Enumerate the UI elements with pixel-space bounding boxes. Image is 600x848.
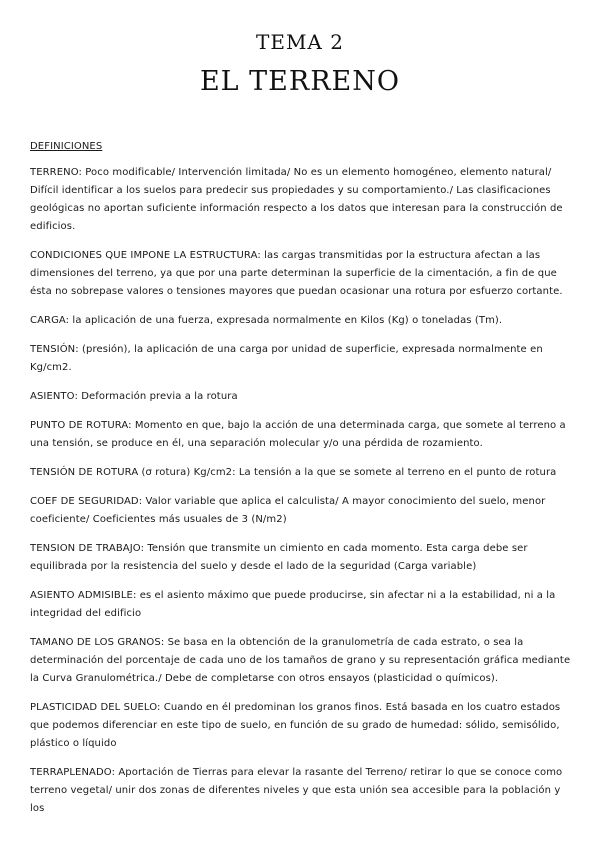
document-body: [30, 138, 572, 829]
section-heading: DEFINICIONES: [30, 141, 103, 152]
definition-text: Momento en que, bajo la acción de una determinada carga, que somete al terreno a una tensión, se produce en él, una separación molecular y/o una pérdida de rozamiento.: [30, 420, 566, 449]
definition-tension-de-trabajo: [30, 540, 572, 576]
definition-term: TERRENO:: [30, 167, 82, 178]
definition-text: Poco modificable/ Intervención limitada/ No es un elemento homogéneo, elemento natural/ Difícil identificar a los suelos para predecir sus propiedades y su comportamiento./ Las clasificaciones geológicas no aportan suficiente información respecto a los datos que interesan para la construcción de edificios.: [30, 167, 563, 232]
definition-term: PUNTO DE ROTURA:: [30, 420, 132, 431]
definition-term: CARGA:: [30, 315, 70, 326]
definition-term: TERRAPLENADO:: [30, 767, 116, 778]
definition-term: PLASTICIDAD DEL SUELO:: [30, 702, 161, 713]
definition-text: Valor variable que aplica el calculista/ A mayor conocimiento del suelo, menor coeficiente/ Coeficientes más usuales de 3 (N/m2): [30, 496, 546, 525]
definition-text: La tensión a la que se somete al terreno en el punto de rotura: [235, 467, 557, 478]
definition-carga: [30, 312, 572, 330]
definition-text: Aportación de Tierras para elevar la rasante del Terreno/ retirar lo que se conoce como terreno vegetal/ unir dos zonas de diferentes niveles y que esta unión sea accesible para la población y los: [30, 767, 563, 814]
definition-term: TENSIÓN DE ROTURA (σ rotura) Kg/cm2:: [30, 467, 236, 478]
definition-term: ASIENTO ADMISIBLE:: [30, 590, 137, 601]
definition-term: CONDICIONES QUE IMPONE LA ESTRUCTURA:: [30, 250, 261, 261]
definition-coef-de-seguridad: [30, 493, 572, 529]
definition-tension: [30, 341, 572, 377]
definition-term: TAMANO DE LOS GRANOS:: [30, 637, 165, 648]
page-title: EL TERRENO: [199, 66, 401, 97]
definition-asiento: [30, 388, 572, 406]
definition-text: Se basa en la obtención de la granulometría de cada estrato, o sea la determinación del porcentaje de cada uno de los tamaños de grano y su representación gráfica mediante la Curva Granulométrica./ Debe de completarse con otros ensayos (plasticidad o químicos).: [30, 637, 571, 684]
definition-term: ASIENTO:: [30, 391, 78, 402]
definition-plasticidad-del-suelo: [30, 699, 572, 753]
definition-terreno: [30, 164, 572, 236]
topic-heading: TEMA 2: [256, 30, 344, 54]
definition-text: Deformación previa a la rotura: [77, 391, 238, 402]
definition-condiciones: [30, 247, 572, 301]
definition-text: (presión), la aplicación de una carga por unidad de superficie, expresada normalmente en Kg/cm2.: [30, 344, 543, 373]
definition-text: Cuando en él predominan los granos finos. Está basada en los cuatro estados que podemos diferenciar en este tipo de suelo, en función de su grado de humedad: sólido, semisólido, plástico o líquido: [30, 702, 561, 749]
definition-text: las cargas transmitidas por la estructura afectan a las dimensiones del terreno, ya que por una parte determinan la superficie de la cimentación, a fin de que ésta no sobrepase valores o tensiones mayores que puedan ocasionar una rotura por esfuerzo cortante.: [30, 250, 563, 297]
definition-text: es el asiento máximo que puede producirse, sin afectar ni a la estabilidad, ni a la integridad del edificio: [30, 590, 556, 619]
definition-tension-de-rotura: [30, 464, 572, 482]
definition-term: TENSION DE TRABAJO:: [30, 543, 145, 554]
definition-tamano-de-los-granos: [30, 634, 572, 688]
definition-text: la aplicación de una fuerza, expresada normalmente en Kilos (Kg) o toneladas (Tm).: [69, 315, 503, 326]
definition-text: Tensión que transmite un cimiento en cada momento. Esta carga debe ser equilibrada por la resistencia del suelo y desde el lado de la seguridad (Carga variable): [30, 543, 528, 572]
definition-term: TENSIÓN:: [30, 344, 79, 355]
definition-terraplenado: [30, 764, 572, 818]
definition-asiento-admisible: [30, 587, 572, 623]
definition-term: COEF DE SEGURIDAD:: [30, 496, 143, 507]
definition-punto-de-rotura: [30, 417, 572, 453]
